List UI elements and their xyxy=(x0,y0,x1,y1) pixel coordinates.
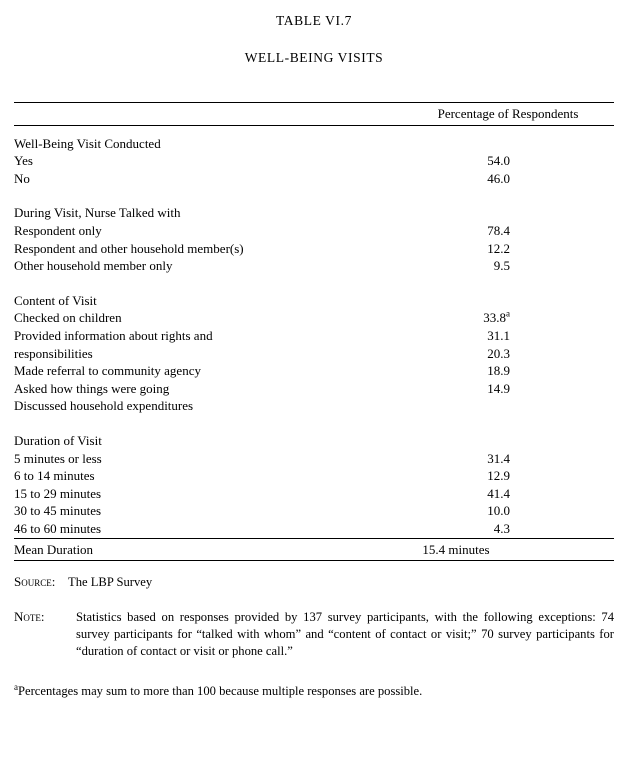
row-value: 31.4 xyxy=(487,450,510,466)
source-label: Source: xyxy=(14,574,56,590)
row-value: 9.5 xyxy=(493,258,510,274)
table-row xyxy=(14,380,614,398)
row-label: 15 to 29 minutes xyxy=(14,485,102,501)
row-value: 33.8$^a$ xyxy=(483,309,510,326)
notes-container xyxy=(14,574,614,661)
table-row xyxy=(14,397,614,415)
column-header-row xyxy=(14,103,614,125)
row-label: No xyxy=(14,170,30,186)
general-note xyxy=(14,609,614,661)
row-value xyxy=(298,292,614,310)
row-label: Made referral to community agency xyxy=(14,363,201,379)
table-row xyxy=(14,240,614,258)
summary-value: 15.4 minutes xyxy=(422,541,490,557)
row-label: 6 to 14 minutes xyxy=(14,468,95,484)
section-spacer xyxy=(14,415,614,432)
title-block xyxy=(0,0,628,66)
row-label: Checked on children xyxy=(14,310,122,326)
row-value: 31.1 xyxy=(487,328,510,344)
source-note xyxy=(14,574,614,591)
section-spacer xyxy=(14,126,614,135)
table-row xyxy=(14,257,614,275)
section-header-label: Duration of Visit xyxy=(14,433,102,448)
section-header-label: Content of Visit xyxy=(14,292,97,308)
row-label: 46 to 60 minutes xyxy=(14,520,102,536)
section-header-row xyxy=(14,292,614,310)
table-row xyxy=(14,327,614,345)
row-value: 78.4 xyxy=(487,223,510,239)
footnote-marker: a xyxy=(14,681,18,692)
section-header-label: During Visit, Nurse Talked with xyxy=(14,205,181,221)
row-label: 5 minutes or less xyxy=(14,450,102,466)
table-body xyxy=(14,126,614,560)
row-value: 20.3 xyxy=(487,345,510,361)
row-label: Other household member only xyxy=(14,258,173,274)
row-value: 14.9 xyxy=(487,380,510,396)
column-header-percentage: Percentage of Respondents xyxy=(437,105,579,121)
section-header-label: Well-Being Visit Conducted xyxy=(14,135,161,151)
footnote-text: Percentages may sum to more than 100 because multiple responses are possible. xyxy=(18,683,423,698)
section-header-row xyxy=(14,432,614,450)
section-header-row xyxy=(14,135,614,153)
table-row xyxy=(14,467,614,485)
title-table-spacer xyxy=(0,66,628,102)
row-label: Asked how things were going xyxy=(14,380,170,396)
note-label: Note: xyxy=(14,608,45,624)
row-value: 12.9 xyxy=(487,468,510,484)
row-label: responsibilities xyxy=(14,345,93,361)
note-text: Statistics based on responses provided by 137 survey participants, with the following exceptions: 74 survey participants for “talked with whom” and “content of contact or visit;” 70 survey participants for “duration of contact or visit or phone call.” xyxy=(76,609,614,659)
table-row xyxy=(14,520,614,538)
row-value: 10.0 xyxy=(487,503,510,519)
table-row xyxy=(14,502,614,520)
table-row xyxy=(14,170,614,188)
row-label: 30 to 45 minutes xyxy=(14,503,102,519)
row-value: 12.2 xyxy=(487,240,510,256)
row-value: 4.3 xyxy=(493,520,510,536)
row-value xyxy=(298,204,614,222)
table-number: TABLE VI.7 xyxy=(276,13,352,28)
table-row xyxy=(14,362,614,380)
table-row xyxy=(14,222,614,240)
row-value: 18.9 xyxy=(487,363,510,379)
table-row xyxy=(14,309,614,327)
row-label: Respondent and other household member(s) xyxy=(14,240,244,256)
row-value: 41.4 xyxy=(487,485,510,501)
source-text: The LBP Survey xyxy=(68,575,153,590)
row-value: 46.0 xyxy=(487,170,510,186)
section-spacer xyxy=(14,187,614,204)
table-container xyxy=(14,102,614,561)
row-label: Respondent only xyxy=(14,223,102,239)
table-row xyxy=(14,450,614,468)
row-value xyxy=(298,432,614,450)
row-value xyxy=(298,135,614,153)
row-label: Discussed household expenditures xyxy=(14,398,194,414)
table-title: WELL-BEING VISITS xyxy=(244,49,384,65)
table-row xyxy=(14,485,614,503)
row-value xyxy=(298,397,614,415)
row-label: Provided information about rights and xyxy=(14,328,213,344)
row-label: Yes xyxy=(14,153,33,169)
table-bottom-rule xyxy=(14,560,614,561)
value-footnote-marker: a xyxy=(506,309,510,320)
summary-row xyxy=(14,539,614,561)
section-header-row xyxy=(14,204,614,222)
table-row xyxy=(14,345,614,363)
table-row xyxy=(14,152,614,170)
row-value: 54.0 xyxy=(487,153,510,169)
section-spacer xyxy=(14,275,614,292)
summary-label: Mean Duration xyxy=(14,541,94,557)
footnote-a xyxy=(14,683,614,700)
